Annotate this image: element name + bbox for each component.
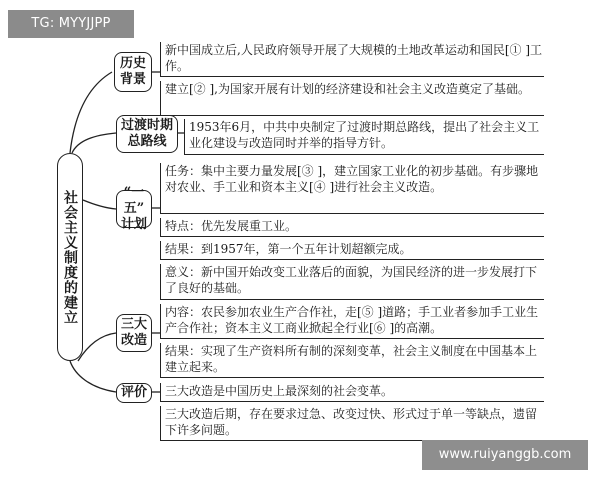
evaluation-item-1: 三大改造是中国历史上最深刻的社会变革。 xyxy=(160,383,544,402)
background-item-2: 建立[② ],为国家开展有计划的经济建设和社会主义改造奠定了基础。 xyxy=(160,81,544,116)
category-three-reforms: 三大 改造 xyxy=(116,314,152,352)
connector-transition xyxy=(72,133,116,153)
connector-three-reforms xyxy=(78,333,116,361)
five-year-feature: 特点：优先发展重工业。 xyxy=(160,218,544,237)
background-item-1: 新中国成立后,人民政府领导开展了大规模的土地改革运动和国民[① ]工作。 xyxy=(160,42,544,77)
five-year-result: 结果：到1957年，第一个五年计划超额完成。 xyxy=(160,241,544,260)
five-year-meaning: 意义：新中国开始改变工业落后的面貌，为国民经济的进一步发展打下了良好的基础。 xyxy=(160,264,544,300)
watermark-top: TG: MYYJJPP xyxy=(8,10,134,38)
transition-item-1: 1953年6月，中共中央制定了过渡时期总路线，提出了社会主义工业化建设与改造同时并举的指导方针。 xyxy=(184,119,544,155)
category-transition: 过渡时期 总路线 xyxy=(116,115,178,153)
evaluation-item-2: 三大改造后期，存在要求过急、改变过快、形式过于单一等缺点，遗留下许多问题。 xyxy=(160,406,544,441)
category-five-year: “一五” 计划 xyxy=(116,190,152,228)
connector-background xyxy=(70,72,112,153)
watermark-bottom: www.ruiyanggb.com xyxy=(422,440,588,470)
category-evaluation: 评价 xyxy=(116,383,152,403)
root-title: 社会主义制度的建立 xyxy=(62,189,78,325)
category-background: 历史 背景 xyxy=(114,52,152,92)
root-node xyxy=(57,153,83,361)
connector-evaluation xyxy=(70,361,116,392)
reforms-content: 内容：农民参加农业生产合作社，走[⑤ ]道路；手工业者参加手工业生产合作社；资本主义工商业掀起全行业[⑥ ]的高潮。 xyxy=(160,304,544,339)
reforms-result: 结果：实现了生产资料所有制的深刻变革，社会主义制度在中国基本上建立起来。 xyxy=(160,343,544,378)
connector-five-year xyxy=(83,200,116,209)
five-year-task: 任务：集中主要力量发展[③ ]，建立国家工业化的初步基础。有步骤地对农业、手工业和资本主义[④ ]进行社会主义改造。 xyxy=(160,163,544,214)
